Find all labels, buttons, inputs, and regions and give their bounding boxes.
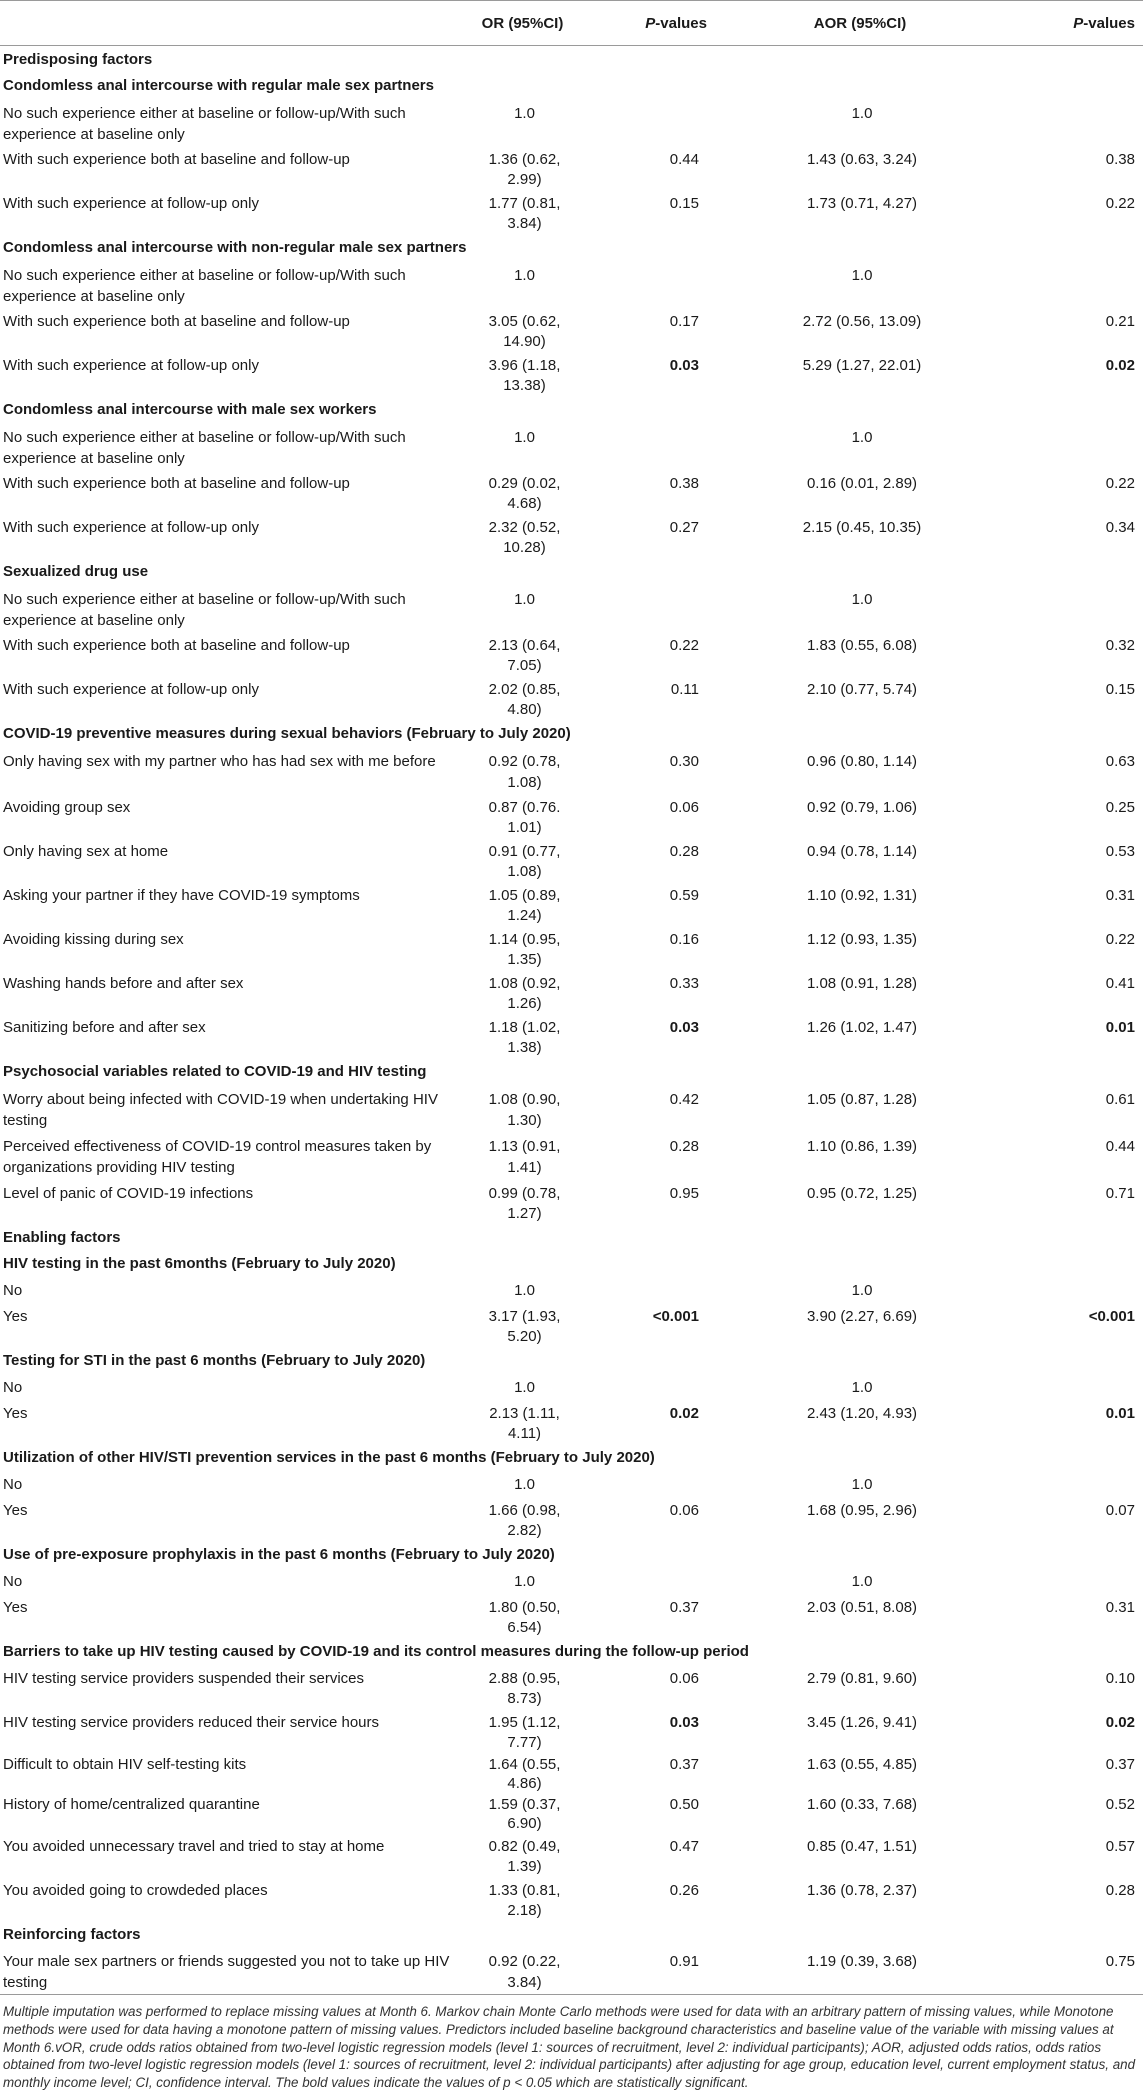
or-cell: 0.29 (0.02, 4.68) (488, 475, 561, 512)
or-cell: 1.14 (0.95, 1.35) (488, 931, 561, 968)
adjusted-p-value-cell: 0.10 (1105, 1669, 1135, 1687)
row-label: No such experience either at baseline or follow-up/With such experience at baseline only (3, 428, 406, 467)
aor-cell: 1.0 (851, 266, 873, 284)
table-row (0, 1594, 1143, 1638)
p-value-cell: 0.03 (669, 357, 699, 374)
or-cell: 1.13 (0.91, 1.41) (488, 1138, 561, 1176)
aor-cell: 1.05 (0.87, 1.28) (806, 1090, 918, 1108)
row-label: No such experience either at baseline or follow-up/With such experience at baseline only (3, 104, 406, 143)
row-label: No (3, 1475, 23, 1493)
adjusted-p-value-cell: 0.52 (1105, 1795, 1135, 1813)
aor-cell: 0.16 (0.01, 2.89) (806, 475, 918, 492)
table-row (0, 1947, 1143, 1995)
p-value-cell: 0.28 (669, 843, 699, 860)
aor-cell: 2.15 (0.45, 10.35) (802, 519, 922, 536)
section-label: Enabling factors (3, 1228, 121, 1246)
or-cell: 0.99 (0.78, 1.27) (488, 1184, 561, 1222)
adjusted-p-value-cell: 0.01 (1105, 1405, 1135, 1422)
section-label: Condomless anal intercourse with male sex workers (3, 401, 377, 418)
or-cell: 1.66 (0.98, 2.82) (488, 1502, 561, 1539)
p-value-cell (615, 261, 765, 309)
adjusted-p-value-cell: 0.44 (1105, 1138, 1135, 1155)
row-label: No such experience either at baseline or follow-up/With such experience at baseline only (3, 590, 406, 629)
or-cell: 0.87 (0.76. 1.01) (488, 799, 561, 836)
section-header-row (0, 1224, 1143, 1251)
or-cell: 1.0 (514, 266, 535, 284)
section-label: Condomless anal intercourse with regular male sex partners (3, 77, 434, 94)
p-value-cell: 0.02 (669, 1405, 699, 1422)
header-p-letter: P (645, 14, 656, 32)
p-value-cell (615, 1568, 765, 1595)
row-label: With such experience both at baseline and follow-up (3, 637, 350, 654)
table-row (0, 838, 1143, 882)
p-value-cell (615, 423, 765, 471)
or-cell: 1.0 (514, 590, 535, 608)
p-value-cell: 0.27 (669, 519, 699, 536)
p-value-cell: 0.17 (669, 313, 699, 330)
adjusted-p-value-cell: 0.41 (1105, 975, 1135, 992)
aor-cell: 3.90 (2.27, 6.69) (806, 1308, 918, 1325)
or-cell: 1.64 (0.55, 4.86) (488, 1755, 561, 1792)
table-row (0, 1568, 1143, 1595)
p-value-cell: 0.28 (669, 1138, 699, 1155)
or-cell: 2.02 (0.85, 4.80) (488, 681, 561, 718)
row-label: HIV testing service providers reduced their service hours (3, 1713, 379, 1731)
aor-cell: 1.0 (851, 428, 873, 446)
or-cell: 1.36 (0.62, 2.99) (488, 151, 561, 188)
aor-cell: 2.10 (0.77, 5.74) (806, 681, 918, 698)
table-row (0, 146, 1143, 190)
table-row (0, 190, 1143, 234)
or-cell: 2.13 (0.64, 7.05) (488, 637, 561, 674)
row-label: Perceived effectiveness of COVID-19 control measures taken by organizations providing HIV testing (3, 1138, 432, 1176)
row-label: Sanitizing before and after sex (3, 1019, 206, 1036)
section-header-row (0, 1444, 1143, 1471)
table-row (0, 1132, 1143, 1180)
adjusted-p-value-cell (1005, 1568, 1143, 1595)
section-header-row (0, 1541, 1143, 1568)
adjusted-p-value-cell (1005, 585, 1143, 633)
aor-cell: 2.72 (0.56, 13.09) (802, 313, 922, 330)
row-label: With such experience at follow-up only (3, 357, 259, 374)
adjusted-p-value-cell: 0.34 (1105, 519, 1135, 536)
table-footnote: Multiple imputation was performed to replace missing values at Month 6. Markov chain Monte Carlo methods were used for data with an arbitrary pattern of missing values, while Monotone methods were used for data having a monotone pattern of missing values. Predictors included baseline background characteristics and baseline value of the variable with missing values at Month 6.vOR, crude odds ratios obtained from two-level logistic regression models (level 1: sources of recruitment, level 2: individual participants); AOR, adjusted odds ratios, odds ratios obtained from two-level logistic regression models (level 1: sources of recruitment, level 2: individual participants) after adjusting for age group, education level, current employment status, and monthly income level; CI, confidence interval. The bold values indicate the values of p < 0.05 which are statistically significant. (3, 2004, 1136, 2091)
p-value-cell: 0.95 (669, 1184, 699, 1202)
row-label: Difficult to obtain HIV self-testing kits (3, 1755, 247, 1773)
adjusted-p-value-cell: 0.57 (1105, 1837, 1135, 1855)
or-cell: 2.13 (1.11, 4.11) (489, 1405, 560, 1442)
section-header-row (0, 1638, 1143, 1665)
adjusted-p-value-cell (1005, 423, 1143, 471)
aor-cell: 1.36 (0.78, 2.37) (806, 1881, 918, 1899)
table-row (0, 1085, 1143, 1133)
header-variable (0, 1, 470, 46)
or-cell: 1.95 (1.12, 7.77) (488, 1713, 561, 1751)
p-value-cell: 0.38 (669, 475, 699, 492)
p-value-cell: 0.11 (670, 681, 699, 698)
table-row (0, 308, 1143, 352)
section-header-row (0, 558, 1143, 585)
row-label: With such experience at follow-up only (3, 519, 259, 536)
p-value-cell: 0.26 (669, 1881, 699, 1899)
p-value-cell: 0.59 (669, 887, 699, 904)
aor-cell: 2.79 (0.81, 9.60) (806, 1669, 918, 1687)
section-header-row (0, 234, 1143, 261)
adjusted-p-value-cell: 0.22 (1105, 195, 1135, 212)
table-row (0, 1471, 1143, 1498)
adjusted-p-value-cell: 0.25 (1105, 799, 1135, 816)
adjusted-p-value-cell: 0.02 (1105, 357, 1135, 374)
row-label: Only having sex with my partner who has had sex with me before (3, 752, 436, 770)
table-row (0, 514, 1143, 558)
adjusted-p-value-cell: 0.02 (1105, 1713, 1135, 1731)
table-row (0, 1833, 1143, 1877)
table-row (0, 882, 1143, 926)
row-label: No such experience either at baseline or follow-up/With such experience at baseline only (3, 266, 406, 305)
section-label: Condomless anal intercourse with non-regular male sex partners (3, 239, 467, 256)
aor-cell: 1.73 (0.71, 4.27) (806, 195, 918, 212)
table-row (0, 926, 1143, 970)
or-cell: 1.0 (514, 1281, 535, 1299)
or-cell: 2.88 (0.95, 8.73) (488, 1669, 561, 1707)
table-row (0, 1709, 1143, 1753)
p-value-cell: 0.06 (669, 799, 699, 816)
section-header-row (0, 396, 1143, 423)
header-p2-letter: P (1073, 14, 1084, 32)
aor-cell: 5.29 (1.27, 22.01) (802, 357, 922, 374)
aor-cell: 0.92 (0.79, 1.06) (806, 799, 918, 816)
aor-cell: 3.45 (1.26, 9.41) (806, 1713, 918, 1731)
table-row (0, 1497, 1143, 1541)
or-cell: 1.08 (0.92, 1.26) (488, 975, 561, 1012)
row-label: With such experience both at baseline and follow-up (3, 151, 350, 168)
adjusted-p-value-cell: 0.71 (1105, 1184, 1135, 1202)
p-value-cell: 0.42 (669, 1090, 699, 1108)
aor-cell: 0.95 (0.72, 1.25) (806, 1184, 918, 1202)
row-label: Level of panic of COVID-19 infections (3, 1184, 254, 1202)
p-value-cell (615, 1277, 765, 1304)
or-cell: 1.0 (514, 104, 535, 122)
p-value-cell: 0.16 (669, 931, 699, 948)
aor-cell: 1.0 (851, 1378, 873, 1396)
row-label: Your male sex partners or friends suggested you not to take up HIV testing (0, 1947, 470, 1995)
header-aor (765, 1, 1005, 46)
row-label: Only having sex at home (3, 843, 169, 860)
row-label: Worry about being infected with COVID-19 when undertaking HIV testing (3, 1090, 438, 1129)
row-label: With such experience both at baseline and follow-up (3, 313, 350, 330)
aor-cell: 1.0 (851, 104, 873, 122)
adjusted-p-value-cell: 0.28 (1105, 1881, 1135, 1899)
table-row (0, 1400, 1143, 1444)
aor-cell: 1.60 (0.33, 7.68) (806, 1795, 918, 1813)
p-value-cell: 0.06 (669, 1502, 699, 1519)
section-header-row (0, 1250, 1143, 1277)
row-label: Yes (3, 1502, 28, 1519)
row-label: You avoided unnecessary travel and tried to stay at home (3, 1837, 385, 1855)
row-label: HIV testing service providers suspended their services (3, 1669, 364, 1687)
section-header-row (0, 1921, 1143, 1948)
p-value-cell (615, 1374, 765, 1401)
or-cell: 3.05 (0.62, 14.90) (488, 313, 561, 350)
aor-cell: 1.43 (0.63, 3.24) (806, 151, 918, 168)
p-value-cell: 0.44 (669, 151, 699, 168)
section-label: Reinforcing factors (3, 1925, 141, 1943)
table-row (0, 1277, 1143, 1304)
or-cell: 1.18 (1.02, 1.38) (488, 1019, 561, 1056)
or-cell: 1.0 (514, 1378, 535, 1396)
row-label: Yes (3, 1405, 28, 1422)
p-value-cell: <0.001 (652, 1308, 699, 1325)
table-row (0, 1303, 1143, 1347)
adjusted-p-value-cell (1005, 99, 1143, 147)
table-row (0, 1877, 1143, 1921)
header-aor-label: AOR (95%CI) (813, 14, 907, 32)
section-label: Predisposing factors (3, 51, 153, 68)
or-cell: 1.0 (514, 428, 535, 446)
table-row (0, 632, 1143, 676)
p-value-cell: 0.03 (669, 1713, 699, 1731)
row-label: History of home/centralized quarantine (3, 1795, 260, 1813)
aor-cell: 1.63 (0.55, 4.85) (806, 1755, 918, 1773)
section-label: Utilization of other HIV/STI prevention services in the past 6 months (February to July 2020) (3, 1449, 655, 1466)
adjusted-p-value-cell: <0.001 (1088, 1308, 1135, 1325)
section-label: COVID-19 preventive measures during sexual behaviors (February to July 2020) (3, 725, 571, 742)
section-label: Sexualized drug use (3, 563, 149, 580)
section-header-row (0, 46, 1143, 73)
section-header-row (0, 1058, 1143, 1085)
section-label: HIV testing in the past 6months (February to July 2020) (3, 1255, 396, 1272)
aor-cell: 1.0 (851, 1572, 873, 1590)
p-value-cell: 0.91 (615, 1947, 765, 1995)
header-pvalues-adjusted (1005, 1, 1143, 46)
table-row (0, 99, 1143, 147)
p-value-cell: 0.06 (669, 1669, 699, 1687)
or-cell: 1.33 (0.81, 2.18) (488, 1881, 561, 1919)
row-label: Yes (3, 1599, 28, 1616)
table-row (0, 794, 1143, 838)
section-label: Psychosocial variables related to COVID-19 and HIV testing (3, 1063, 427, 1080)
table-row (0, 1665, 1143, 1709)
section-label: Use of pre-exposure prophylaxis in the past 6 months (February to July 2020) (3, 1546, 555, 1563)
or-cell: 1.77 (0.81, 3.84) (488, 195, 561, 232)
or-cell: 0.92 (0.22, 3.84) (470, 1947, 615, 1995)
table-body (0, 46, 1143, 1995)
p-value-cell: 0.30 (669, 752, 699, 770)
p-value-cell: 0.03 (669, 1019, 699, 1036)
header-or-label: OR (95%CI) (481, 14, 564, 32)
header-p-suffix: -values (655, 14, 707, 32)
adjusted-p-value-cell: 0.32 (1105, 637, 1135, 654)
row-label: Washing hands before and after sex (3, 975, 244, 992)
p-value-cell: 0.50 (669, 1795, 699, 1813)
adjusted-p-value-cell: 0.38 (1105, 151, 1135, 168)
or-cell: 1.0 (514, 1475, 535, 1493)
p-value-cell: 0.22 (669, 637, 699, 654)
adjusted-p-value-cell: 0.21 (1105, 313, 1135, 330)
table-row (0, 261, 1143, 309)
row-label: With such experience at follow-up only (3, 195, 259, 212)
aor-cell: 1.19 (0.39, 3.68) (765, 1947, 1005, 1995)
or-cell: 1.80 (0.50, 6.54) (488, 1599, 561, 1636)
or-cell: 1.0 (514, 1572, 535, 1590)
adjusted-p-value-cell: 0.75 (1005, 1947, 1143, 1995)
or-cell: 3.17 (1.93, 5.20) (488, 1308, 561, 1345)
row-label: With such experience both at baseline and follow-up (3, 475, 350, 492)
row-label: No (3, 1281, 23, 1299)
adjusted-p-value-cell: 0.53 (1105, 843, 1135, 860)
p-value-cell: 0.15 (669, 195, 699, 212)
p-value-cell: 0.37 (669, 1755, 699, 1773)
table-row (0, 747, 1143, 795)
or-cell: 1.59 (0.37, 6.90) (488, 1795, 561, 1832)
aor-cell: 0.96 (0.80, 1.14) (806, 752, 918, 770)
or-cell: 3.96 (1.18, 13.38) (488, 357, 561, 394)
adjusted-p-value-cell (1005, 1277, 1143, 1304)
table-row (0, 585, 1143, 633)
adjusted-p-value-cell: 0.31 (1105, 887, 1135, 904)
header-pvalues (615, 1, 765, 46)
header-p2-suffix: -values (1083, 14, 1135, 32)
table-row (0, 676, 1143, 720)
aor-cell: 0.94 (0.78, 1.14) (806, 843, 918, 860)
section-header-row (0, 72, 1143, 99)
aor-cell: 1.12 (0.93, 1.35) (806, 931, 918, 948)
table-row (0, 352, 1143, 396)
p-value-cell: 0.37 (669, 1599, 699, 1616)
row-label: Asking your partner if they have COVID-19 symptoms (3, 887, 360, 904)
aor-cell: 1.83 (0.55, 6.08) (806, 637, 918, 654)
section-label: Testing for STI in the past 6 months (February to July 2020) (3, 1352, 426, 1369)
or-cell: 1.08 (0.90, 1.30) (488, 1090, 561, 1129)
adjusted-p-value-cell: 0.63 (1105, 752, 1135, 770)
p-value-cell: 0.33 (669, 975, 699, 992)
row-label: You avoided going to crowdeded places (3, 1881, 268, 1899)
adjusted-p-value-cell: 0.37 (1105, 1755, 1135, 1773)
row-label: No (3, 1572, 23, 1590)
aor-cell: 1.08 (0.91, 1.28) (806, 975, 918, 992)
row-label: No (3, 1378, 23, 1396)
header-or (470, 1, 615, 46)
section-header-row (0, 720, 1143, 747)
aor-cell: 1.0 (851, 1475, 873, 1493)
table-row (0, 470, 1143, 514)
table-row (0, 1793, 1143, 1833)
or-cell: 2.32 (0.52, 10.28) (488, 519, 561, 556)
or-cell: 0.82 (0.49, 1.39) (488, 1837, 561, 1875)
aor-cell: 1.10 (0.86, 1.39) (806, 1138, 918, 1155)
aor-cell: 1.0 (851, 1281, 873, 1299)
table-row (0, 1753, 1143, 1793)
or-cell: 1.05 (0.89, 1.24) (488, 887, 561, 924)
or-cell: 0.92 (0.78, 1.08) (488, 752, 561, 791)
row-label: With such experience at follow-up only (3, 681, 259, 698)
adjusted-p-value-cell: 0.15 (1105, 681, 1135, 698)
table-header (0, 1, 1143, 46)
adjusted-p-value-cell: 0.01 (1105, 1019, 1135, 1036)
section-label: Barriers to take up HIV testing caused by COVID-19 and its control measures during the follow-up period (3, 1643, 749, 1660)
p-value-cell (615, 99, 765, 147)
p-value-cell (615, 1471, 765, 1498)
adjusted-p-value-cell (1005, 1471, 1143, 1498)
p-value-cell (615, 585, 765, 633)
adjusted-p-value-cell: 0.07 (1105, 1502, 1135, 1519)
p-value-cell: 0.47 (669, 1837, 699, 1855)
adjusted-p-value-cell (1005, 1374, 1143, 1401)
aor-cell: 2.03 (0.51, 8.08) (806, 1599, 918, 1616)
aor-cell: 1.0 (851, 590, 873, 608)
table-row (0, 1180, 1143, 1224)
row-label: Avoiding kissing during sex (3, 931, 184, 948)
table-row (0, 1374, 1143, 1401)
row-label: Yes (3, 1308, 28, 1325)
adjusted-p-value-cell: 0.61 (1105, 1090, 1135, 1108)
or-cell: 0.91 (0.77, 1.08) (488, 843, 561, 880)
adjusted-p-value-cell: 0.22 (1105, 931, 1135, 948)
aor-cell: 1.68 (0.95, 2.96) (806, 1502, 918, 1519)
adjusted-p-value-cell: 0.22 (1105, 475, 1135, 492)
table-row (0, 970, 1143, 1014)
adjusted-p-value-cell (1005, 261, 1143, 309)
table-row (0, 423, 1143, 471)
aor-cell: 1.26 (1.02, 1.47) (806, 1019, 918, 1036)
row-label: Avoiding group sex (3, 799, 131, 816)
adjusted-p-value-cell: 0.31 (1105, 1599, 1135, 1616)
section-header-row (0, 1347, 1143, 1374)
aor-cell: 2.43 (1.20, 4.93) (806, 1405, 918, 1422)
aor-cell: 1.10 (0.92, 1.31) (806, 887, 918, 904)
table-row (0, 1014, 1143, 1058)
aor-cell: 0.85 (0.47, 1.51) (806, 1837, 918, 1855)
